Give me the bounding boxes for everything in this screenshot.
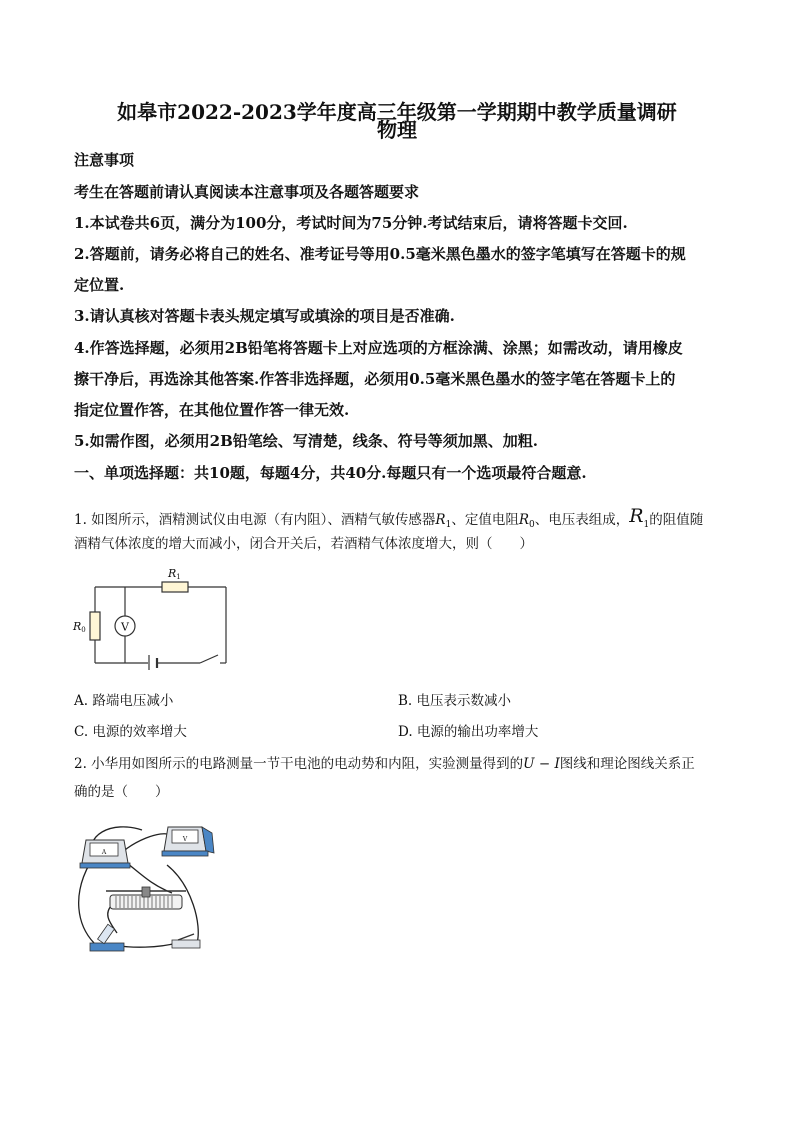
notice-item: 2.答题前，请务必将自己的姓名、准考证号等用0.5毫米黑色墨水的签字笔填写在答题卡的规: [74, 245, 686, 263]
ammeter-icon: [80, 840, 130, 868]
section-heading: 一、单项选择题：共10题，每题4分，共40分.每题只有一个选项最符合题意.: [74, 464, 587, 482]
q1-circuit-diagram: [70, 560, 250, 670]
notice-item: 定位置.: [74, 276, 125, 294]
battery-icon: [90, 924, 124, 951]
voltmeter-label: V: [182, 836, 188, 843]
voltmeter-label: V: [121, 620, 129, 634]
ammeter-label: A: [101, 849, 107, 856]
notice-item: 4.作答选择题，必须用2B铅笔将答题卡上对应选项的方框涂满、涂黑；如需改动，请用橡皮: [74, 339, 683, 357]
notice-item: 擦干净后，再选涂其他答案.作答非选择题，必须用0.5毫米黑色墨水的签字笔在答题卡上的: [74, 370, 676, 388]
notice-item: 1.本试卷共6页，满分为100分，考试时间为75分钟.考试结束后，请将答题卡交回.: [74, 214, 628, 232]
exam-title: 如皋市2022-2023学年度高三年级第一学期期中教学质量调研: [117, 100, 677, 124]
option-c[interactable]: C. 电源的效率增大: [74, 724, 187, 740]
q2-apparatus-diagram: [72, 815, 222, 965]
r1-resistor: [162, 582, 188, 592]
question-2-line-2: 确的是（ ）: [74, 784, 169, 800]
r1-label: R1: [168, 567, 181, 581]
question-1-line-2: 酒精气体浓度的增大而减小，闭合开关后，若酒精气体浓度增大，则（ ）: [74, 536, 533, 552]
option-b[interactable]: B. 电压表示数减小: [398, 693, 512, 709]
r0-resistor: [90, 612, 100, 640]
option-d[interactable]: D. 电源的输出功率增大: [398, 724, 539, 740]
rheostat-icon: [106, 887, 186, 909]
switch-icon: [172, 934, 200, 948]
question-1-line-1: 1. 如图所示，酒精测试仪由电源（有内阻）、酒精气敏传感器$R_1$、定值电阻$R_0$、电压表组成，$R_1$的阻值随: [74, 505, 704, 530]
notice-heading: 注意事项: [74, 151, 135, 169]
voltmeter-icon: [162, 827, 214, 856]
question-2-line-1: 2. 小华用如图所示的电路测量一节干电池的电动势和内阻，实验测量得到的U − I图线和理论图线关系正: [74, 756, 695, 772]
subject-title: 物理: [377, 118, 417, 142]
notice-item: 3.请认真核对答题卡表头规定填写或填涂的项目是否准确.: [74, 307, 455, 325]
option-a[interactable]: A. 路端电压减小: [74, 693, 174, 709]
r0-label: R0: [73, 620, 86, 634]
notice-intro: 考生在答题前请认真阅读本注意事项及各题答题要求: [74, 183, 420, 201]
notice-item: 指定位置作答，在其他位置作答一律无效.: [74, 401, 350, 419]
notice-item: 5.如需作图，必须用2B铅笔绘、写清楚，线条、符号等须加黑、加粗.: [74, 432, 538, 450]
